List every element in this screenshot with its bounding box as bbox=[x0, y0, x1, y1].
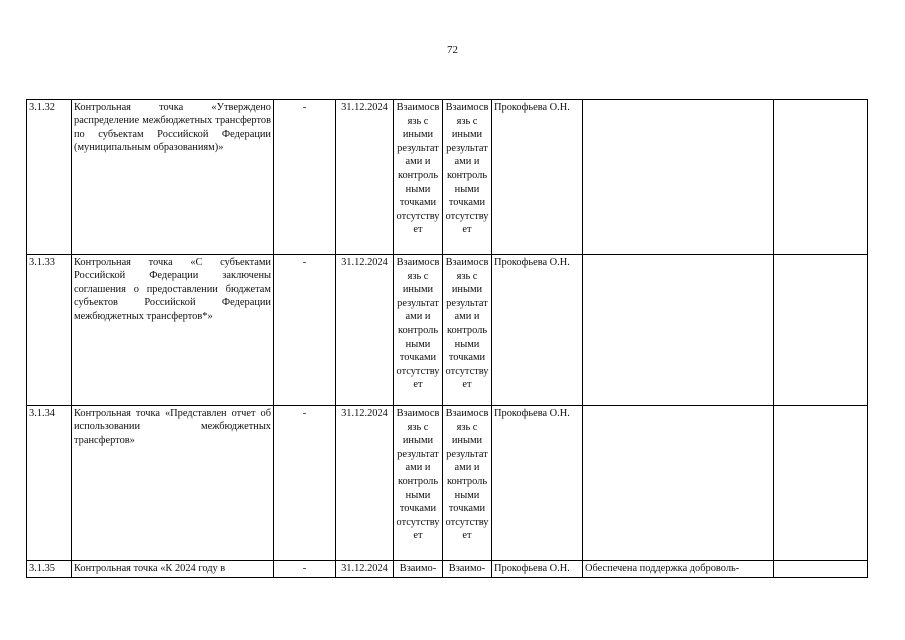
relation-previous-text: Взаимо- bbox=[399, 563, 437, 574]
base-value: - bbox=[274, 100, 336, 255]
due-date: 31.12.2024 bbox=[336, 406, 394, 561]
relation-next bbox=[443, 255, 492, 406]
responsible-person: Прокофьева О.Н. bbox=[492, 255, 583, 406]
table-row bbox=[27, 255, 868, 406]
control-point-name: Контрольная точка «Представлен отчет об использовании межбюджетных трансфертов» bbox=[72, 406, 274, 561]
responsible-person: Прокофьева О.Н. bbox=[492, 406, 583, 561]
relation-previous-text: Взаимосвязь с иными результатами и контрольными точками отсутствует bbox=[396, 257, 440, 391]
page-number: 72 bbox=[447, 44, 458, 56]
relation-next-text: Взаимосвязь с иными результатами и контрольными точками отсутствует bbox=[445, 408, 489, 542]
extra-info bbox=[774, 100, 868, 255]
due-date: 31.12.2024 bbox=[336, 255, 394, 406]
relation-next bbox=[443, 561, 492, 578]
extra-info bbox=[774, 561, 868, 578]
row-number: 3.1.35 bbox=[27, 561, 72, 578]
control-point-name: Контрольная точка «Утверждено распределение межбюджетных трансфертов по субъектам Российской Федерации (муниципальным образованиям)» bbox=[72, 100, 274, 255]
table-row bbox=[27, 561, 868, 578]
table-row bbox=[27, 100, 868, 255]
base-value: - bbox=[274, 561, 336, 578]
row-number: 3.1.34 bbox=[27, 406, 72, 561]
relation-next bbox=[443, 406, 492, 561]
extra-info bbox=[774, 406, 868, 561]
relation-next bbox=[443, 100, 492, 255]
responsible-person: Прокофьева О.Н. bbox=[492, 100, 583, 255]
control-point-name: Контрольная точка «К 2024 году в bbox=[72, 561, 274, 578]
responsible-person: Прокофьева О.Н. bbox=[492, 561, 583, 578]
row-number: 3.1.33 bbox=[27, 255, 72, 406]
relation-previous bbox=[394, 100, 443, 255]
relation-previous bbox=[394, 406, 443, 561]
relation-previous bbox=[394, 255, 443, 406]
result-description bbox=[583, 406, 774, 561]
row-number: 3.1.32 bbox=[27, 100, 72, 255]
control-point-name: Контрольная точка «С субъектами Российской Федерации заключены соглашения о предоставлении бюджетам субъектов Российской Федерации межбюджетных трансфертов*» bbox=[72, 255, 274, 406]
result-description bbox=[583, 100, 774, 255]
extra-info bbox=[774, 255, 868, 406]
due-date: 31.12.2024 bbox=[336, 561, 394, 578]
relation-next-text: Взаимосвязь с иными результатами и контрольными точками отсутствует bbox=[445, 257, 489, 391]
relation-previous-text: Взаимосвязь с иными результатами и контрольными точками отсутствует bbox=[396, 408, 440, 542]
table-row bbox=[27, 406, 868, 561]
result-description bbox=[583, 255, 774, 406]
relation-previous bbox=[394, 561, 443, 578]
relation-next-text: Взаимо- bbox=[448, 563, 486, 574]
result-description: Обеспечена поддержка доброволь- bbox=[583, 561, 774, 578]
due-date: 31.12.2024 bbox=[336, 100, 394, 255]
control-points-table bbox=[26, 99, 868, 578]
base-value: - bbox=[274, 255, 336, 406]
relation-previous-text: Взаимосвязь с иными результатами и контрольными точками отсутствует bbox=[396, 102, 440, 236]
base-value: - bbox=[274, 406, 336, 561]
relation-next-text: Взаимосвязь с иными результатами и контрольными точками отсутствует bbox=[445, 102, 489, 236]
